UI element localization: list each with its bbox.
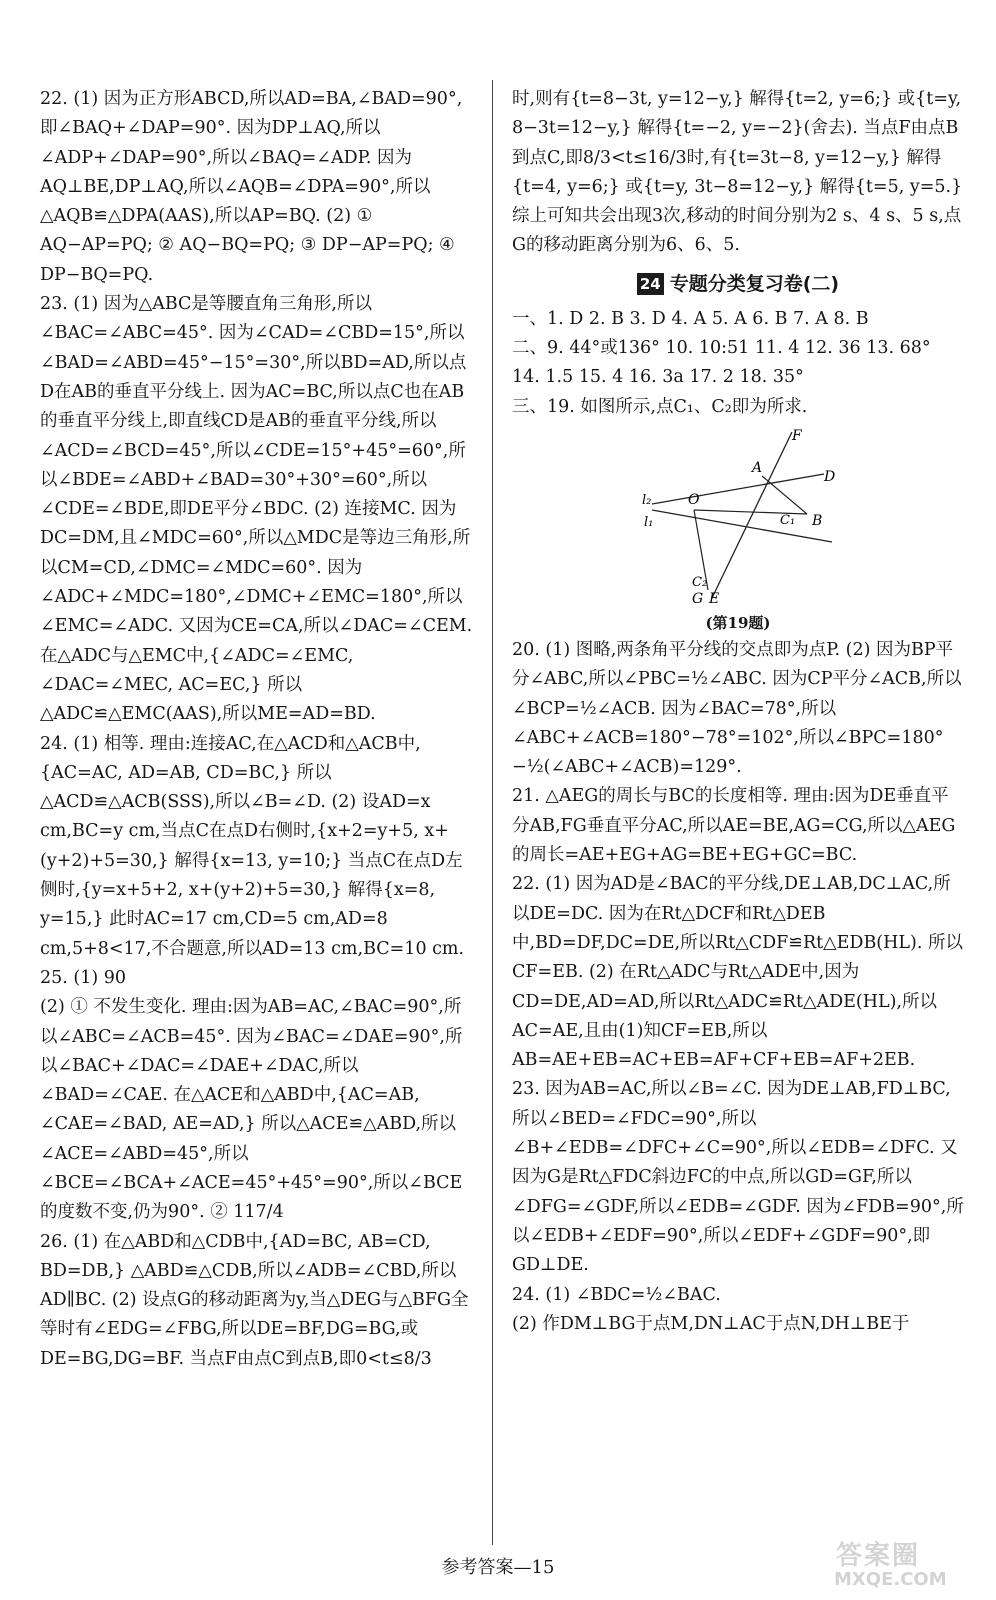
label-l2: l₂	[642, 492, 652, 508]
answer-paragraph: 24. (1) 相等. 理由:连接AC,在△ACD和△ACB中,{AC=AC, AD=AB, CD=BC,} 所以△ACD≌△ACB(SSS),所以∠B=∠D. (2) 设AD=x cm,BC=y cm,当点C在点D右侧时,{x+2=y+5, x+(y+2)+5=30,} 解得{x=13, y=10;} 当点C在点D左侧时,{y=x+5+2, x+(y+2)+5=30,} 解得{x=8, y=15,} 此时AC=17 cm,CD=5 cm,AD=8 cm,5+8<17,不合题意,所以AD=13 cm,BC=10 cm.	[40, 733, 465, 959]
answer-paragraph: 22. (1) 因为正方形ABCD,所以AD=BA,∠BAD=90°,即∠BAQ+∠DAP=90°. 因为DP⊥AQ,所以∠ADP+∠DAP=90°,所以∠BAQ=∠ADP. 因为AQ⊥BE,DP⊥AQ,所以∠AQB=∠DPA=90°,所以△AQB≌△DPA(AAS),所以AP=BQ. (2) ① AQ−AP=PQ; ② AQ−BQ=PQ; ③ DP−AP=PQ; ④ DP−BQ=PQ.	[40, 89, 463, 285]
label-C2: C₂	[692, 574, 708, 590]
watermark-text: 答案圈	[836, 1541, 921, 1571]
answer-paragraph: 22. (1) 因为AD是∠BAC的平分线,DE⊥AB,DC⊥AC,所以DE=DC. 因为在Rt△DCF和Rt△DEB中,BD=DF,DC=DE,所以Rt△CDF≌Rt△EDB(HL). 所以CF=EB. (2) 在Rt△ADC与Rt△ADE中,因为CD=DE,AD=AD,所以Rt△ADC≌Rt△ADE(HL),所以AC=AE,且由(1)知CF=EB,所以AB=AE+EB=AC+EB=AF+CF+EB=AF+2EB.	[512, 874, 963, 1071]
right-column	[512, 85, 964, 1339]
answer-paragraph: 20. (1) 图略,两条角平分线的交点即为点P. (2) 因为BP平分∠ABC,所以∠PBC=½∠ABC. 因为CP平分∠ACB,所以∠BCP=½∠ACB. 因为∠BAC=78°,所以∠ABC+∠ACB=180°−78°=102°,所以∠BPC=180°−½(∠ABC+∠ACB)=129°.	[512, 639, 962, 778]
label-A: A	[752, 459, 763, 476]
label-E: E	[709, 590, 720, 606]
answer-line: 一、1. D 2. B 3. D 4. A 5. A 6. B 7. A 8. B	[512, 308, 869, 329]
answer-line: 三、19. 如图所示,点C₁、C₂即为所求.	[512, 396, 808, 417]
label-F: F	[792, 427, 802, 444]
label-l1: l₁	[644, 514, 654, 530]
section-title	[512, 267, 964, 301]
answer-paragraph: 23. (1) 因为△ABC是等腰直角三角形,所以∠BAC=∠ABC=45°. 因为∠CAD=∠CBD=15°,所以∠BAD=∠ABD=45°−15°=30°,所以BD=AD,所以点D在AB的垂直平分线上. 因为AC=BC,所以点C也在AB的垂直平分线上,即直线CD是AB的垂直平分线,所以∠ACD=∠BCD=45°,所以∠CDE=15°+45°=60°,所以∠BDE=∠ABD+∠BAD=30°+30°=60°,所以∠CDE=∠BDE,即DE平分∠BDC. (2) 连接MC. 因为DC=DM,且∠MDC=60°,所以△MDC是等边三角形,所以CM=CD,∠DMC=∠MDC=60°. 因为∠ADC+∠MDC=180°,∠DMC+∠EMC=180°,所以∠EMC=∠ADC. 又因为CE=CA,所以∠DAC=∠CEM. 在△ADC与△EMC中,{∠ADC=∠EMC, ∠DAC=∠MEC, AC=EC,} 所以△ADC≌△EMC(AAS),所以ME=AD=BD.	[40, 294, 473, 725]
label-D: D	[824, 468, 836, 485]
column-divider	[492, 80, 493, 1545]
section-badge: 24	[637, 273, 664, 295]
label-B: B	[812, 512, 823, 529]
answer-line: 二、9. 44°或136° 10. 10:51 11. 4 12. 36 13. 68°	[512, 338, 931, 359]
line-l2	[652, 474, 824, 504]
figure-19-diagram	[642, 426, 842, 606]
geometry-figure	[642, 426, 842, 606]
answer-paragraph: 时,则有{t=8−3t, y=12−y,} 解得{t=2, y=6;} 或{t=y, 8−3t=12−y,} 解得{t=−2, y=−2}(舍去). 当点F由点B到点C,即8/3<t≤16/3时,有{t=3t−8, y=12−y,} 解得{t=4, y=6;} 或{t=y, 3t−8=12−y,} 解得{t=5, y=5.} 综上可知共会出现3次,移动的时间分别为2 s、4 s、5 s,点G的移动距离分别为6、6、5.	[512, 89, 963, 256]
label-O: O	[688, 491, 700, 508]
answer-paragraph: 26. (1) 在△ABD和△CDB中,{AD=BC, AB=CD, BD=DB,} △ABD≌△CDB,所以∠ADB=∠CBD,所以AD∥BC. (2) 设点G的移动距离为y,当△DEG与△BFG全等时有∠EDG=∠FBG,所以DE=BF,DG=BG,或DE=BG,DG=BF. 当点F由点C到点B,即0<t≤8/3	[40, 1231, 469, 1369]
watermark-url: MXQE.COM	[834, 1569, 947, 1590]
answer-paragraph: (2) ① 不发生变化. 理由:因为AB=AC,∠BAC=90°,所以∠ABC=∠ACB=45°. 因为∠BAC=∠DAE=90°,所以∠BAC+∠DAC=∠DAE+∠DAC,所以∠BAD=∠CAE. 在△ACE和△ABD中,{AC=AB, ∠CAE=∠BAD, AE=AD,} 所以△ACE≌△ABD,所以∠ACE=∠ABD=45°,所以∠BCE=∠BCA+∠ACE=45°+45°=90°,所以∠BCE的度数不变,仍为90°. ② 117/4	[40, 997, 463, 1223]
answer-paragraph: 25. (1) 90	[40, 967, 127, 988]
answer-paragraph: 24. (1) ∠BDC=½∠BAC.	[512, 1284, 721, 1305]
page-footer: 参考答案—15	[441, 1557, 555, 1578]
label-G: G	[692, 590, 704, 606]
section-title-text: 专题分类复习卷(二)	[669, 272, 840, 295]
watermark-logo	[826, 1535, 976, 1595]
left-column	[40, 85, 478, 1374]
answer-paragraph: 21. △AEG的周长与BC的长度相等. 理由:因为DE垂直平分AB,FG垂直平分AC,所以AE=BE,AG=CG,所以△AEG的周长=AE+EG+AG=BE+EG+GC=BC.	[512, 786, 956, 866]
label-C1: C₁	[780, 512, 796, 528]
answer-paragraph: (2) 作DM⊥BG于点M,DN⊥AC于点N,DH⊥BE于	[512, 1313, 910, 1334]
answer-line: 14. 1.5 15. 4 16. 3a 17. 2 18. 35°	[512, 367, 804, 388]
figure-caption: (第19题)	[705, 613, 771, 632]
segment-AB	[762, 476, 807, 514]
answer-paragraph: 23. 因为AB=AC,所以∠B=∠C. 因为DE⊥AB,FD⊥BC,所以∠BED=∠FDC=90°,所以∠B+∠EDB=∠DFC+∠C=90°,所以∠EDB=∠DFC. 又因为G是Rt△FDC斜边FC的中点,所以GD=GF,所以∠DFG=∠GDF,所以∠EDB=∠GDF. 因为∠FDB=90°,所以∠EDB+∠EDF=90°,所以∠EDF+∠GDF=90°,即GD⊥DE.	[512, 1079, 964, 1276]
